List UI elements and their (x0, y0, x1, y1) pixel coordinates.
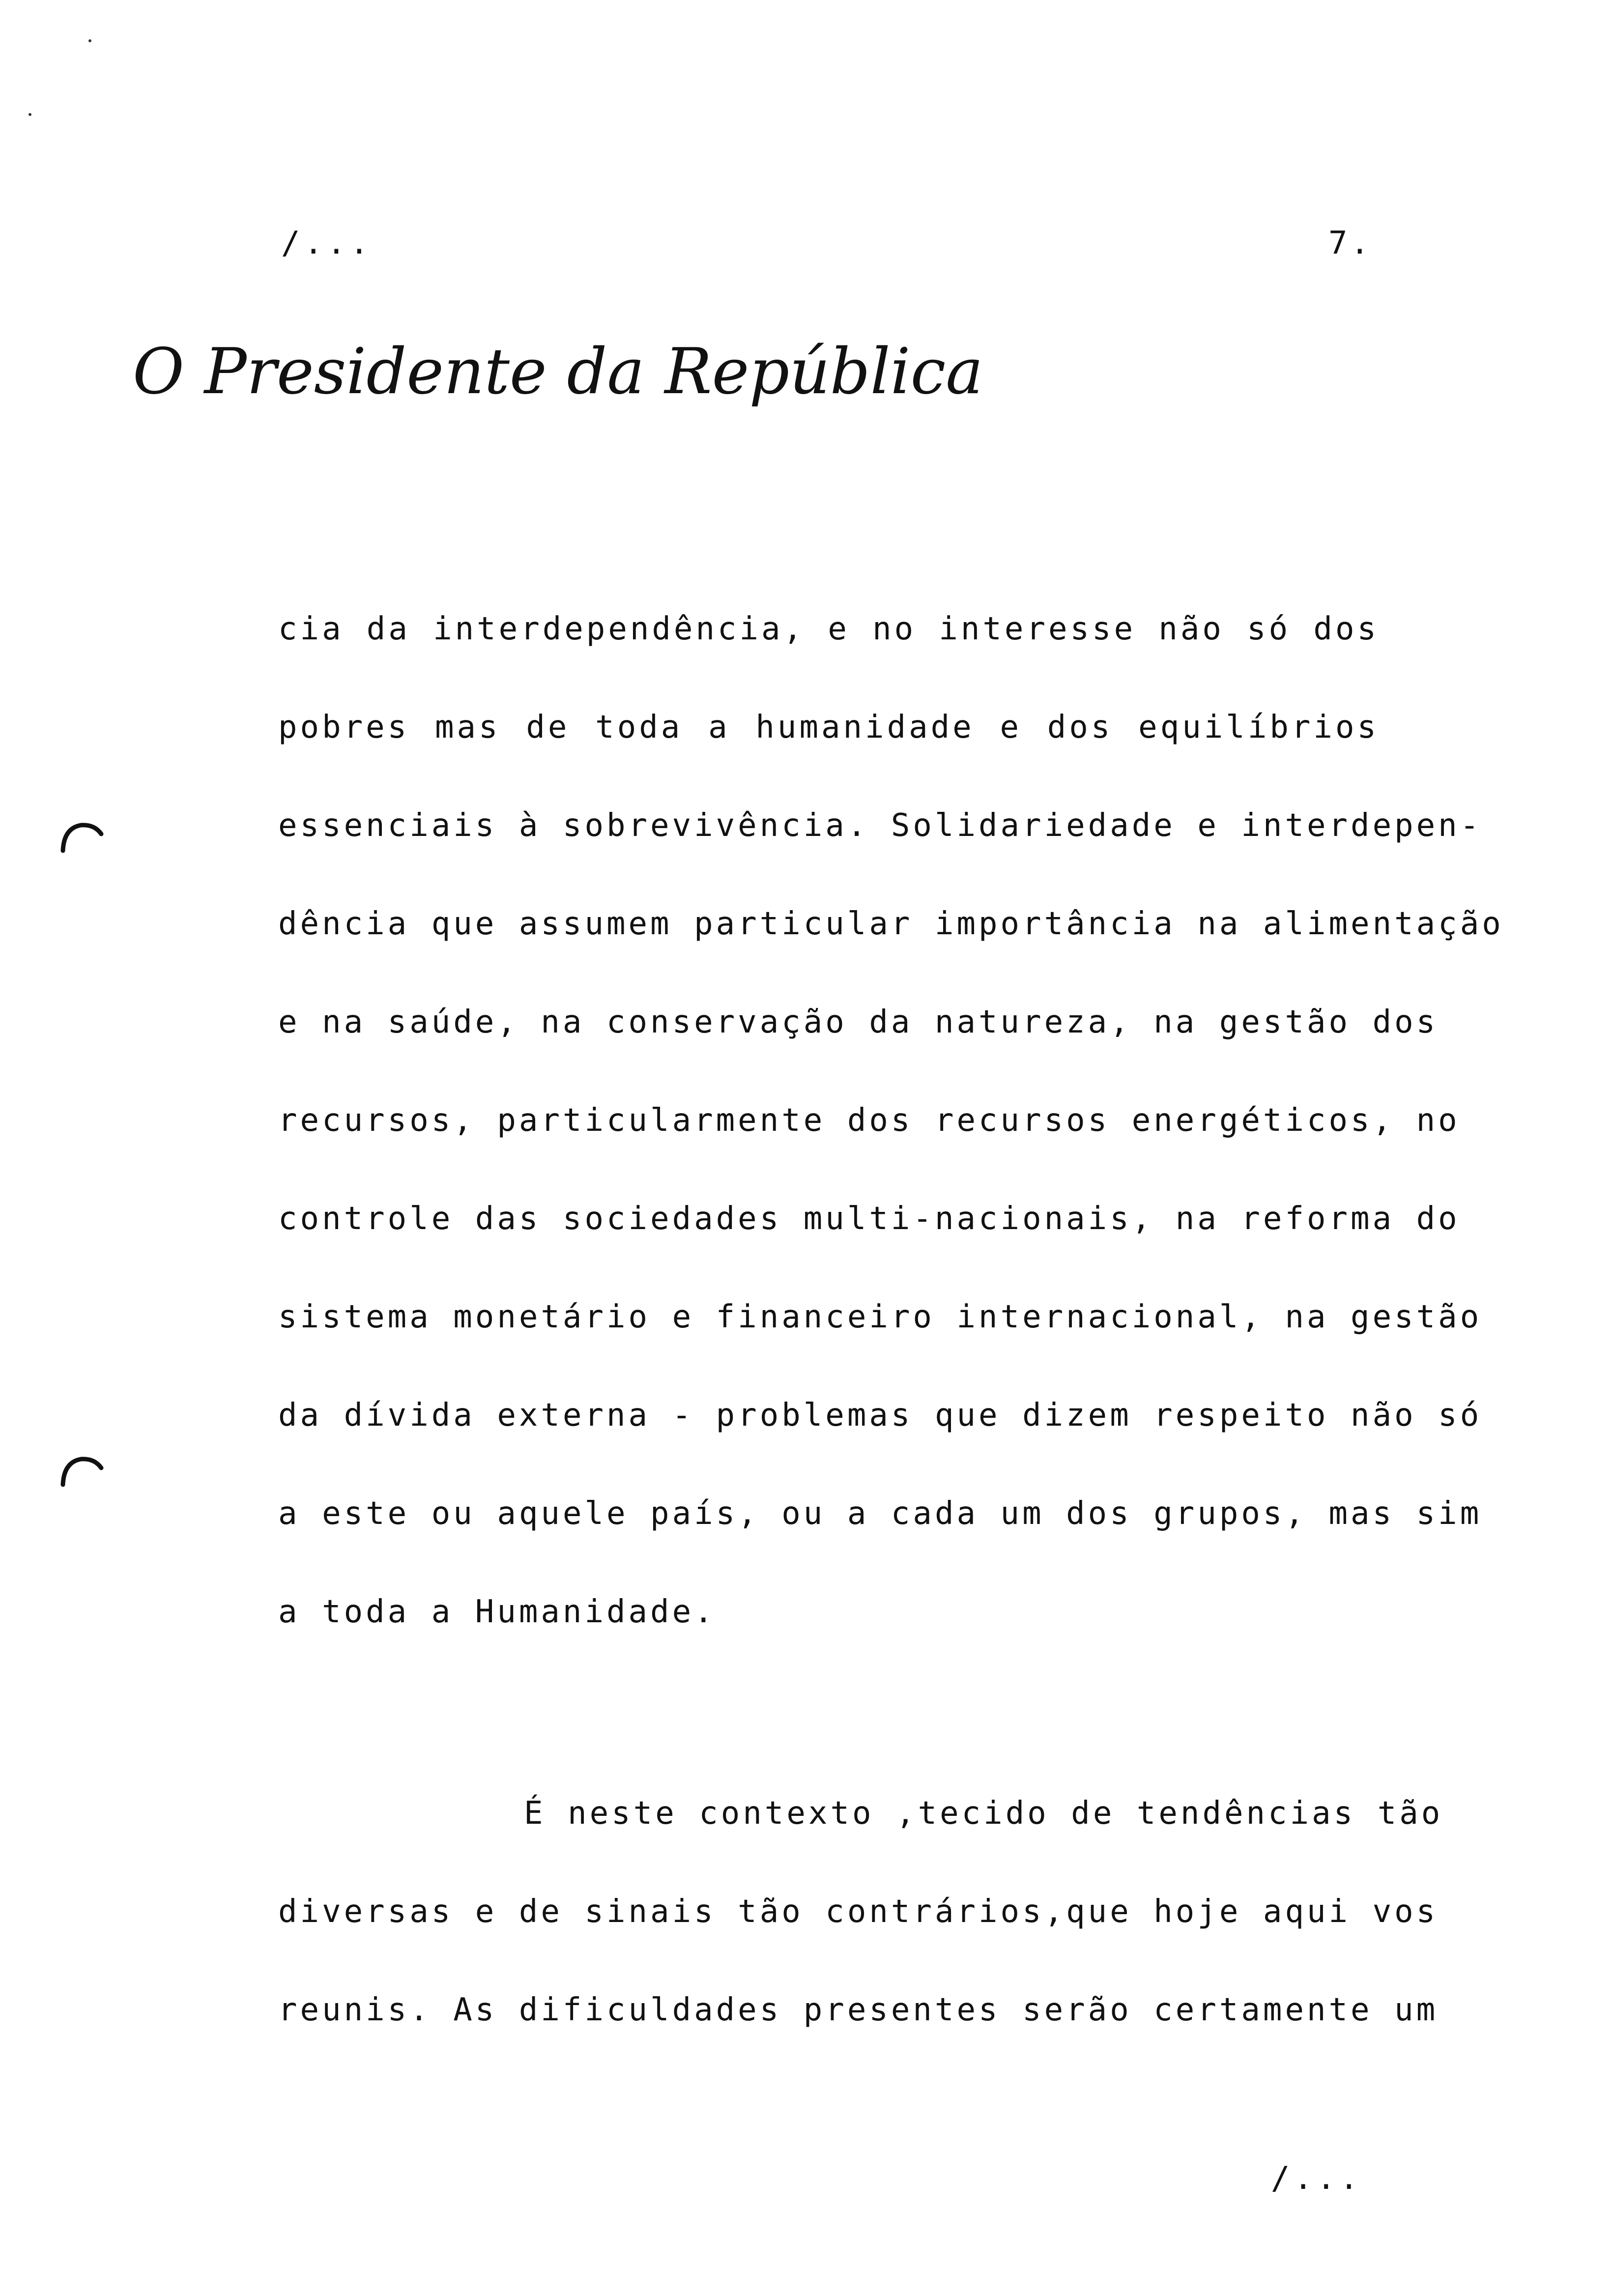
text-line: sistema monetário e financeiro internacional, na gestão (278, 1299, 1482, 1335)
text-line: controle das sociedades multi-nacionais, na reforma do (278, 1201, 1460, 1237)
scan-speck (88, 39, 91, 42)
text-line: a este ou aquele país, ou a cada um dos grupos, mas sim (278, 1495, 1482, 1532)
letterhead-script (129, 324, 983, 423)
continuation-mark-bottom: /... (1270, 2160, 1362, 2197)
text-line: essenciais à sobrevivência. Solidariedade e interdepen- (278, 807, 1482, 844)
continuation-mark-top: /... (281, 225, 373, 261)
scan-speck (29, 113, 31, 116)
text-line: a toda a Humanidade. (278, 1594, 716, 1630)
punch-hole-mark (59, 818, 103, 853)
text-line: recursos, particularmente dos recursos energéticos, no (278, 1102, 1460, 1139)
letterhead-text: O Presidente da República (133, 335, 983, 408)
page-number: 7. (1328, 225, 1372, 261)
text-line: É neste contexto ,tecido de tendências tão (524, 1795, 1443, 1832)
paragraph-1 (278, 580, 1504, 1661)
text-line: dência que assumem particular importância na alimentação (278, 906, 1504, 942)
text-line: da dívida externa - problemas que dizem respeito não só (278, 1397, 1482, 1434)
punch-hole-mark (59, 1452, 103, 1487)
letterhead (129, 324, 983, 423)
text-line: cia da interdependência, e no interesse não só dos (278, 611, 1379, 647)
text-line: pobres mas de toda a humanidade e dos equilíbrios (278, 709, 1379, 746)
text-line: diversas e de sinais tão contrários,que hoje aqui vos (278, 1894, 1439, 1930)
text-line: e na saúde, na conservação da natureza, na gestão dos (278, 1004, 1439, 1040)
paragraph-2 (278, 1764, 1443, 2059)
text-line: reunis. As dificuldades presentes serão certamente um (278, 1992, 1439, 2028)
